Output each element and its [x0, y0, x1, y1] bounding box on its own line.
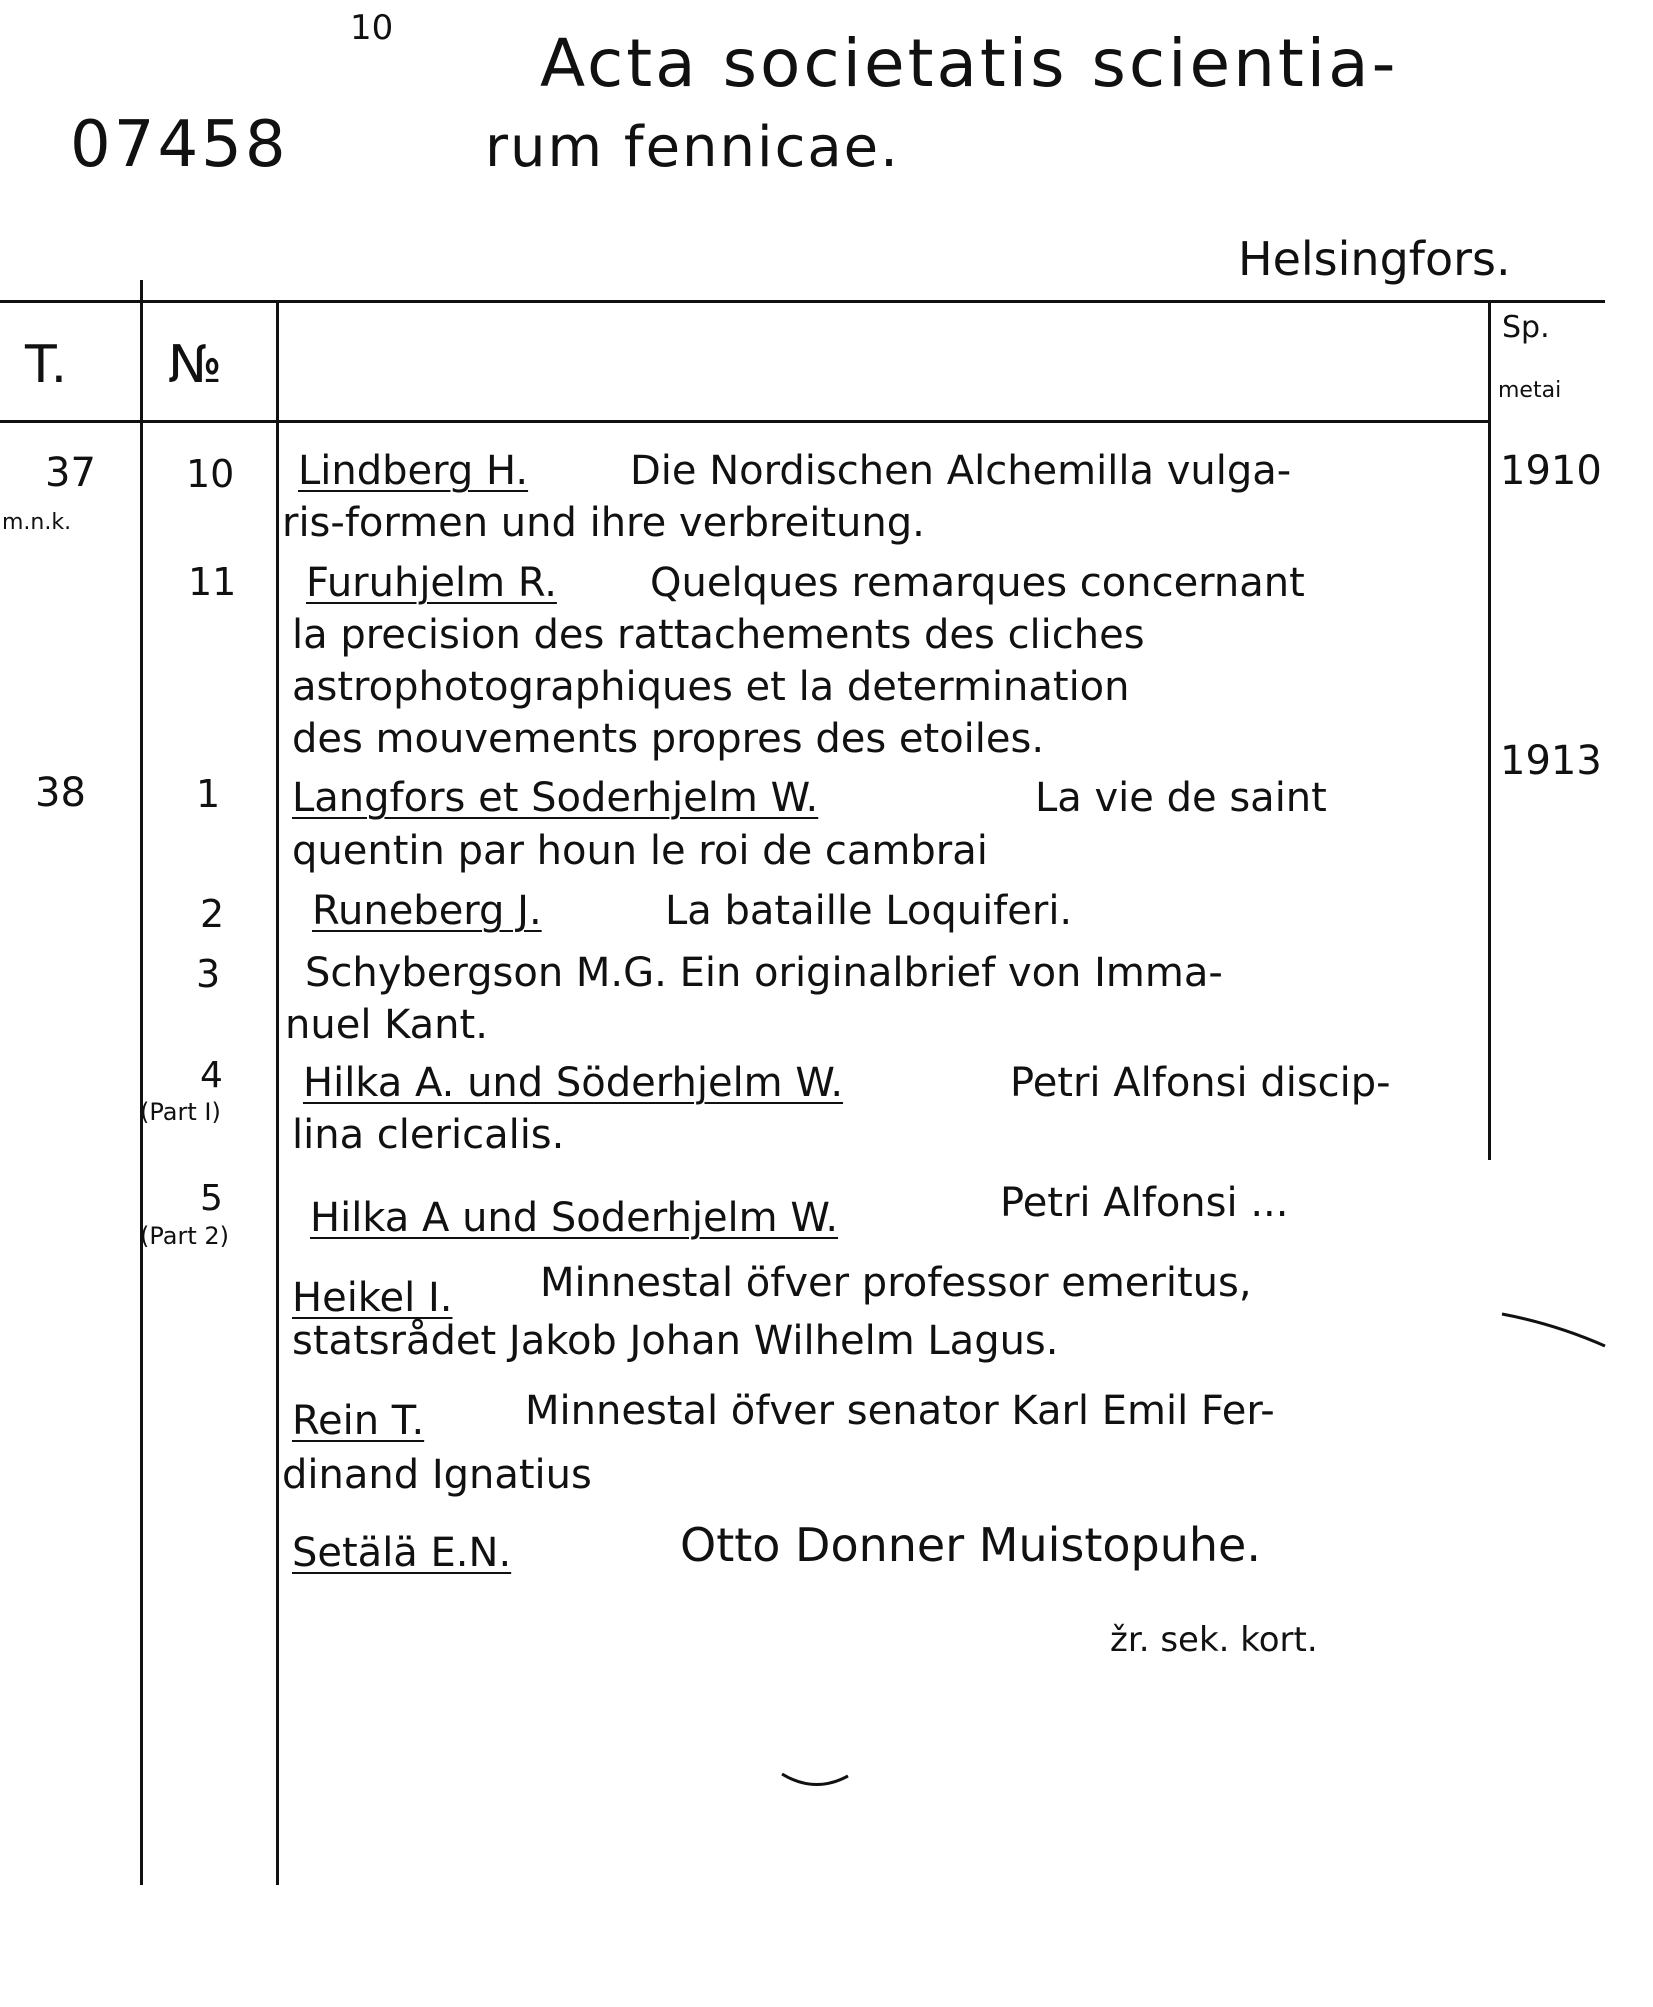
row-number: 5 [200, 1178, 223, 1219]
row-text-1: Petri Alfonsi ... [1000, 1180, 1289, 1226]
row-text-2: la precision des rattachements des cliches [292, 612, 1145, 658]
column-rule-1 [140, 280, 143, 1885]
row-author: Langfors et Soderhjelm W. [292, 775, 819, 821]
row-text-1: Petri Alfonsi discip- [1010, 1060, 1391, 1106]
header-top-rule [0, 300, 1605, 303]
row-text-2: nuel Kant. [285, 1002, 488, 1048]
row-text-2: ris-formen und ihre verbreitung. [282, 500, 925, 546]
row-author: Setälä E.N. [292, 1530, 512, 1576]
row-text-2: lina clericalis. [292, 1112, 565, 1158]
corner-number: 10 [350, 8, 394, 48]
row-volume: 37 [45, 450, 96, 496]
row-author: Hilka A und Soderhjelm W. [310, 1195, 839, 1241]
ink-mark [1500, 1310, 1610, 1350]
row-author: Rein T. [292, 1398, 425, 1444]
cross-reference-note: žr. sek. kort. [1110, 1620, 1318, 1660]
row-text-1: Minnestal öfver professor emeritus, [540, 1260, 1252, 1306]
row-author: Furuhjelm R. [306, 560, 557, 606]
row-text-1: La bataille Loquiferi. [665, 888, 1073, 934]
row-text-1: La vie de saint [1035, 775, 1327, 821]
row-volume-note: m.n.k. [2, 510, 72, 535]
row-number: 10 [186, 452, 235, 496]
row-author: Hilka A. und Söderhjelm W. [303, 1060, 844, 1106]
row-author: Lindberg H. [298, 448, 529, 494]
row-text-1: Die Nordischen Alchemilla vulga- [630, 448, 1292, 494]
row-author: Heikel I. [292, 1275, 453, 1321]
row-text-2: statsrådet Jakob Johan Wilhelm Lagus. [292, 1318, 1059, 1364]
column-header-year-line-2: metai [1498, 378, 1562, 403]
place-name: Helsingfors. [1238, 232, 1511, 286]
row-year: 1913 [1500, 738, 1602, 784]
ink-mark [780, 1770, 850, 1790]
column-header-year-line-1: Sp. [1502, 310, 1550, 345]
row-number-note: (Part 2) [140, 1222, 230, 1250]
row-number-note: (Part I) [140, 1098, 221, 1126]
row-text-2: quentin par houn le roi de cambrai [292, 828, 988, 874]
row-text-3: astrophotographiques et la determination [292, 664, 1130, 710]
row-text-1: Quelques remarques concernant [650, 560, 1305, 606]
row-number: 4 [200, 1055, 223, 1096]
row-text-2: dinand Ignatius [282, 1452, 592, 1498]
row-number: 11 [188, 560, 237, 604]
row-text-1: Minnestal öfver senator Karl Emil Fer- [525, 1388, 1275, 1434]
row-author: Runeberg J. [312, 888, 542, 934]
row-text-1: Schybergson M.G. Ein originalbrief von Imma- [305, 950, 1223, 996]
row-number: 2 [200, 892, 225, 936]
title-line-1: Acta societatis scientia- [540, 25, 1399, 102]
row-number: 1 [196, 772, 221, 816]
column-rule-2 [276, 300, 279, 1885]
column-rule-3 [1488, 300, 1491, 1160]
row-text-1: Otto Donner Muistopuhe. [680, 1518, 1261, 1572]
title-line-2: rum fennicae. [485, 115, 900, 180]
header-bottom-rule [0, 420, 1490, 423]
column-header-volume: T. [25, 335, 68, 395]
catalog-number: 07458 [70, 108, 289, 182]
row-year: 1910 [1500, 448, 1602, 494]
row-text-4: des mouvements propres des etoiles. [292, 716, 1045, 762]
row-number: 3 [196, 952, 221, 996]
column-header-number: № [168, 335, 223, 395]
row-volume: 38 [35, 770, 86, 816]
